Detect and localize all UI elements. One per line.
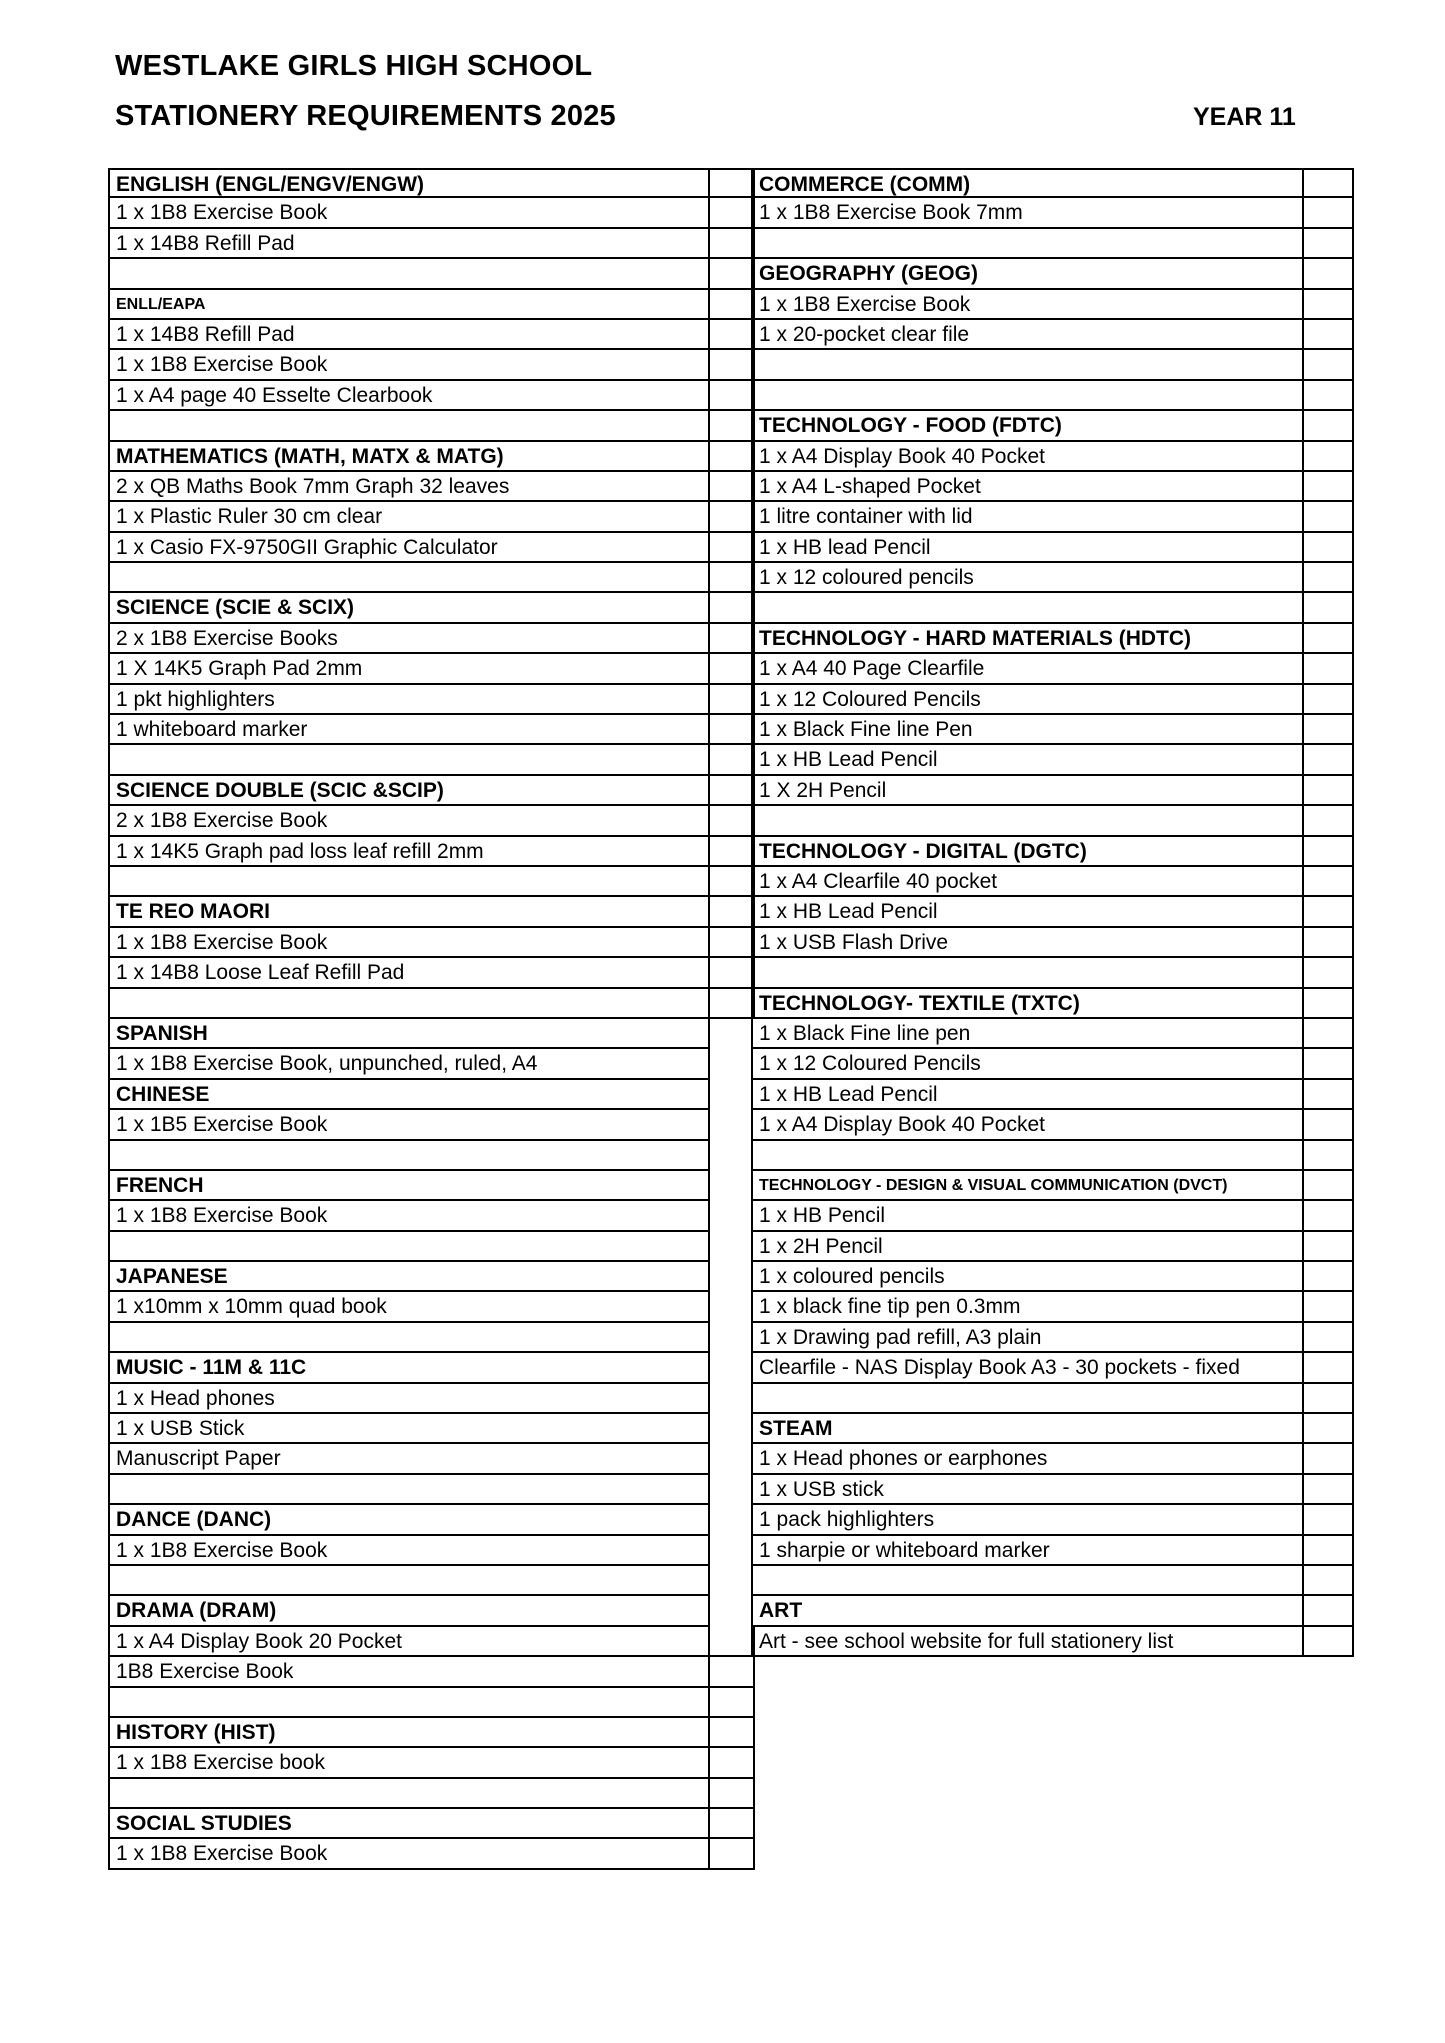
blank-cell [751, 806, 1304, 836]
check-cell [1303, 1627, 1354, 1657]
check-cell [709, 1688, 755, 1718]
item-cell: 1 x A4 Display Book 40 Pocket [751, 442, 1304, 472]
check-cell [709, 624, 755, 654]
check-cell [1303, 1353, 1354, 1383]
blank-cell [751, 229, 1304, 259]
item-cell: TECHNOLOGY - FOOD (FDTC) [751, 411, 1304, 441]
item-cell: 1 x Black Fine line pen [751, 1019, 1304, 1049]
item-cell: 1 x Casio FX-9750GII Graphic Calculator [108, 533, 710, 563]
blank-cell [108, 1475, 710, 1505]
check-cell [1303, 1110, 1354, 1140]
item-cell: SCIENCE DOUBLE (SCIC &SCIP) [108, 776, 710, 806]
item-cell: 1B8 Exercise Book [108, 1657, 710, 1687]
check-cell [709, 745, 755, 775]
check-cell [1303, 168, 1354, 198]
item-cell: 2 x 1B8 Exercise Books [108, 624, 710, 654]
check-cell [709, 593, 755, 623]
check-cell [709, 290, 755, 320]
check-cell [1303, 350, 1354, 380]
item-cell: FRENCH [108, 1171, 710, 1201]
check-cell [1303, 1201, 1354, 1231]
check-cell [1303, 1049, 1354, 1079]
item-cell: ENGLISH (ENGL/ENGV/ENGW) [108, 168, 710, 198]
check-cell [709, 989, 755, 1019]
check-cell [709, 472, 755, 502]
check-cell [1303, 502, 1354, 532]
check-cell [1303, 1323, 1354, 1353]
check-cell [1303, 229, 1354, 259]
item-cell: 1 x 1B8 Exercise Book [108, 198, 710, 228]
check-cell [1303, 1141, 1354, 1171]
item-cell: 1 x10mm x 10mm quad book [108, 1292, 710, 1322]
item-cell: 1 x A4 Display Book 40 Pocket [751, 1110, 1304, 1140]
check-cell [709, 1748, 755, 1778]
item-cell: 1 x 14B8 Refill Pad [108, 320, 710, 350]
check-cell [1303, 1019, 1354, 1049]
item-cell: 1 x Drawing pad refill, A3 plain [751, 1323, 1304, 1353]
item-cell: 1 x 1B8 Exercise Book, unpunched, ruled, A4 [108, 1049, 710, 1079]
check-cell [1303, 624, 1354, 654]
check-cell [709, 1627, 755, 1657]
check-cell [1303, 654, 1354, 684]
item-cell: 1 x 1B8 Exercise Book 7mm [751, 198, 1304, 228]
check-cell [1303, 198, 1354, 228]
check-cell [1303, 837, 1354, 867]
item-cell: 1 x Black Fine line Pen [751, 715, 1304, 745]
blank-cell [108, 745, 710, 775]
item-cell: 1 x A4 L-shaped Pocket [751, 472, 1304, 502]
document-title: STATIONERY REQUIREMENTS 2025 [115, 100, 616, 132]
blank-cell [108, 1323, 710, 1353]
item-cell: 1 x Plastic Ruler 30 cm clear [108, 502, 710, 532]
check-cell [1303, 685, 1354, 715]
item-cell: 1 x HB Lead Pencil [751, 897, 1304, 927]
item-cell: 1 x Head phones [108, 1384, 710, 1414]
item-cell: TECHNOLOGY - DESIGN & VISUAL COMMUNICATION (DVCT) [751, 1171, 1304, 1201]
blank-cell [751, 381, 1304, 411]
check-cell [709, 685, 755, 715]
check-cell [1303, 989, 1354, 1019]
check-cell [709, 654, 755, 684]
item-cell: 1 x 14B8 Refill Pad [108, 229, 710, 259]
check-cell [1303, 533, 1354, 563]
item-cell: MATHEMATICS (MATH, MATX & MATG) [108, 442, 710, 472]
check-cell [709, 442, 755, 472]
check-cell [709, 350, 755, 380]
check-cell [1303, 776, 1354, 806]
item-cell: Clearfile - NAS Display Book A3 - 30 pockets - fixed [751, 1353, 1304, 1383]
item-cell: 1 x 1B8 Exercise Book [108, 1839, 710, 1869]
check-cell [1303, 1475, 1354, 1505]
check-cell [709, 168, 755, 198]
check-cell [709, 198, 755, 228]
item-cell: 1 x 1B8 Exercise Book [108, 928, 710, 958]
item-cell: 1 x A4 page 40 Esselte Clearbook [108, 381, 710, 411]
item-cell: 1 x black fine tip pen 0.3mm [751, 1292, 1304, 1322]
item-cell: 1 x HB Lead Pencil [751, 745, 1304, 775]
item-cell: 1 x 1B8 Exercise Book [108, 1201, 710, 1231]
item-cell: SPANISH [108, 1019, 710, 1049]
blank-cell [751, 1141, 1304, 1171]
item-cell: 1 X 14K5 Graph Pad 2mm [108, 654, 710, 684]
item-cell: SOCIAL STUDIES [108, 1809, 710, 1839]
check-cell [709, 1779, 755, 1809]
check-cell [1303, 1566, 1354, 1596]
check-cell [709, 1839, 755, 1869]
item-cell: 1 x 14B8 Loose Leaf Refill Pad [108, 958, 710, 988]
item-cell: 1 x 1B8 Exercise book [108, 1748, 710, 1778]
item-cell: Manuscript Paper [108, 1444, 710, 1474]
item-cell: 1 x A4 Clearfile 40 pocket [751, 867, 1304, 897]
check-cell [1303, 1444, 1354, 1474]
blank-cell [108, 867, 710, 897]
item-cell: 1 x coloured pencils [751, 1262, 1304, 1292]
item-cell: 1 x 12 Coloured Pencils [751, 685, 1304, 715]
item-cell: DRAMA (DRAM) [108, 1596, 710, 1626]
check-cell [709, 715, 755, 745]
item-cell: 2 x 1B8 Exercise Book [108, 806, 710, 836]
item-cell: DANCE (DANC) [108, 1505, 710, 1535]
check-cell [1303, 1414, 1354, 1444]
blank-cell [108, 259, 710, 289]
school-name: WESTLAKE GIRLS HIGH SCHOOL [115, 50, 593, 82]
check-cell [1303, 897, 1354, 927]
item-cell: TECHNOLOGY- TEXTILE (TXTC) [751, 989, 1304, 1019]
item-cell: 1 x 12 Coloured Pencils [751, 1049, 1304, 1079]
check-cell [709, 320, 755, 350]
check-cell [1303, 1232, 1354, 1262]
check-cell [709, 381, 755, 411]
item-cell: HISTORY (HIST) [108, 1718, 710, 1748]
check-cell [1303, 259, 1354, 289]
check-cell [1303, 1384, 1354, 1414]
item-cell: JAPANESE [108, 1262, 710, 1292]
check-cell [709, 502, 755, 532]
item-cell: MUSIC - 11M & 11C [108, 1353, 710, 1383]
check-cell [1303, 867, 1354, 897]
check-cell [709, 533, 755, 563]
check-cell [709, 928, 755, 958]
blank-cell [751, 1566, 1304, 1596]
item-cell: 1 x HB Lead Pencil [751, 1080, 1304, 1110]
item-cell: 2 x QB Maths Book 7mm Graph 32 leaves [108, 472, 710, 502]
check-cell [709, 259, 755, 289]
blank-cell [108, 1232, 710, 1262]
item-cell: Art - see school website for full stationery list [751, 1627, 1304, 1657]
check-cell [1303, 1505, 1354, 1535]
blank-cell [751, 1384, 1304, 1414]
check-cell [709, 1809, 755, 1839]
check-cell [1303, 1080, 1354, 1110]
blank-cell [751, 593, 1304, 623]
check-cell [1303, 1536, 1354, 1566]
check-cell [1303, 290, 1354, 320]
item-cell: CHINESE [108, 1080, 710, 1110]
item-cell: 1 sharpie or whiteboard marker [751, 1536, 1304, 1566]
item-cell: 1 x 1B8 Exercise Book [108, 1536, 710, 1566]
item-cell: 1 whiteboard marker [108, 715, 710, 745]
check-cell [1303, 715, 1354, 745]
item-cell: 1 litre container with lid [751, 502, 1304, 532]
blank-cell [108, 989, 710, 1019]
item-cell: 1 X 2H Pencil [751, 776, 1304, 806]
check-cell [709, 867, 755, 897]
check-cell [1303, 563, 1354, 593]
item-cell: SCIENCE (SCIE & SCIX) [108, 593, 710, 623]
check-cell [709, 563, 755, 593]
item-cell: 1 x HB lead Pencil [751, 533, 1304, 563]
item-cell: ART [751, 1596, 1304, 1626]
blank-cell [751, 350, 1304, 380]
item-cell: 1 x USB Stick [108, 1414, 710, 1444]
check-cell [1303, 928, 1354, 958]
check-cell [1303, 1262, 1354, 1292]
check-cell [1303, 745, 1354, 775]
item-cell: 1 pkt highlighters [108, 685, 710, 715]
item-cell: STEAM [751, 1414, 1304, 1444]
item-cell: 1 x 1B5 Exercise Book [108, 1110, 710, 1140]
check-cell [709, 776, 755, 806]
check-cell [1303, 958, 1354, 988]
blank-cell [108, 1688, 710, 1718]
check-cell [1303, 593, 1354, 623]
blank-cell [108, 1779, 710, 1809]
item-cell: 1 x 14K5 Graph pad loss leaf refill 2mm [108, 837, 710, 867]
check-cell [709, 1657, 755, 1687]
check-cell [709, 958, 755, 988]
blank-cell [108, 1141, 710, 1171]
check-cell [1303, 1171, 1354, 1201]
check-cell [1303, 806, 1354, 836]
item-cell: 1 x Head phones or earphones [751, 1444, 1304, 1474]
blank-cell [108, 563, 710, 593]
item-cell: TECHNOLOGY - DIGITAL (DGTC) [751, 837, 1304, 867]
blank-cell [751, 958, 1304, 988]
check-cell [1303, 1596, 1354, 1626]
item-cell: COMMERCE (COMM) [751, 168, 1304, 198]
item-cell: 1 x 1B8 Exercise Book [108, 350, 710, 380]
check-cell [709, 1718, 755, 1748]
item-cell: 1 x USB stick [751, 1475, 1304, 1505]
item-cell: TECHNOLOGY - HARD MATERIALS (HDTC) [751, 624, 1304, 654]
item-cell: GEOGRAPHY (GEOG) [751, 259, 1304, 289]
item-cell: ENLL/EAPA [108, 290, 710, 320]
check-cell [1303, 442, 1354, 472]
item-cell: 1 pack highlighters [751, 1505, 1304, 1535]
item-cell: 1 x A4 40 Page Clearfile [751, 654, 1304, 684]
item-cell: 1 x USB Flash Drive [751, 928, 1304, 958]
item-cell: 1 x HB Pencil [751, 1201, 1304, 1231]
item-cell: 1 x 12 coloured pencils [751, 563, 1304, 593]
check-cell [709, 837, 755, 867]
year-label: YEAR 11 [1193, 103, 1296, 131]
item-cell: 1 x 2H Pencil [751, 1232, 1304, 1262]
item-cell: TE REO MAORI [108, 897, 710, 927]
item-cell: 1 x A4 Display Book 20 Pocket [108, 1627, 710, 1657]
check-cell [709, 897, 755, 927]
blank-cell [108, 411, 710, 441]
check-cell [709, 411, 755, 441]
check-cell [1303, 1292, 1354, 1322]
check-cell [709, 229, 755, 259]
check-cell [1303, 411, 1354, 441]
check-cell [1303, 472, 1354, 502]
check-cell [709, 806, 755, 836]
blank-cell [108, 1566, 710, 1596]
check-cell [1303, 320, 1354, 350]
item-cell: 1 x 20-pocket clear file [751, 320, 1304, 350]
check-cell [1303, 381, 1354, 411]
item-cell: 1 x 1B8 Exercise Book [751, 290, 1304, 320]
